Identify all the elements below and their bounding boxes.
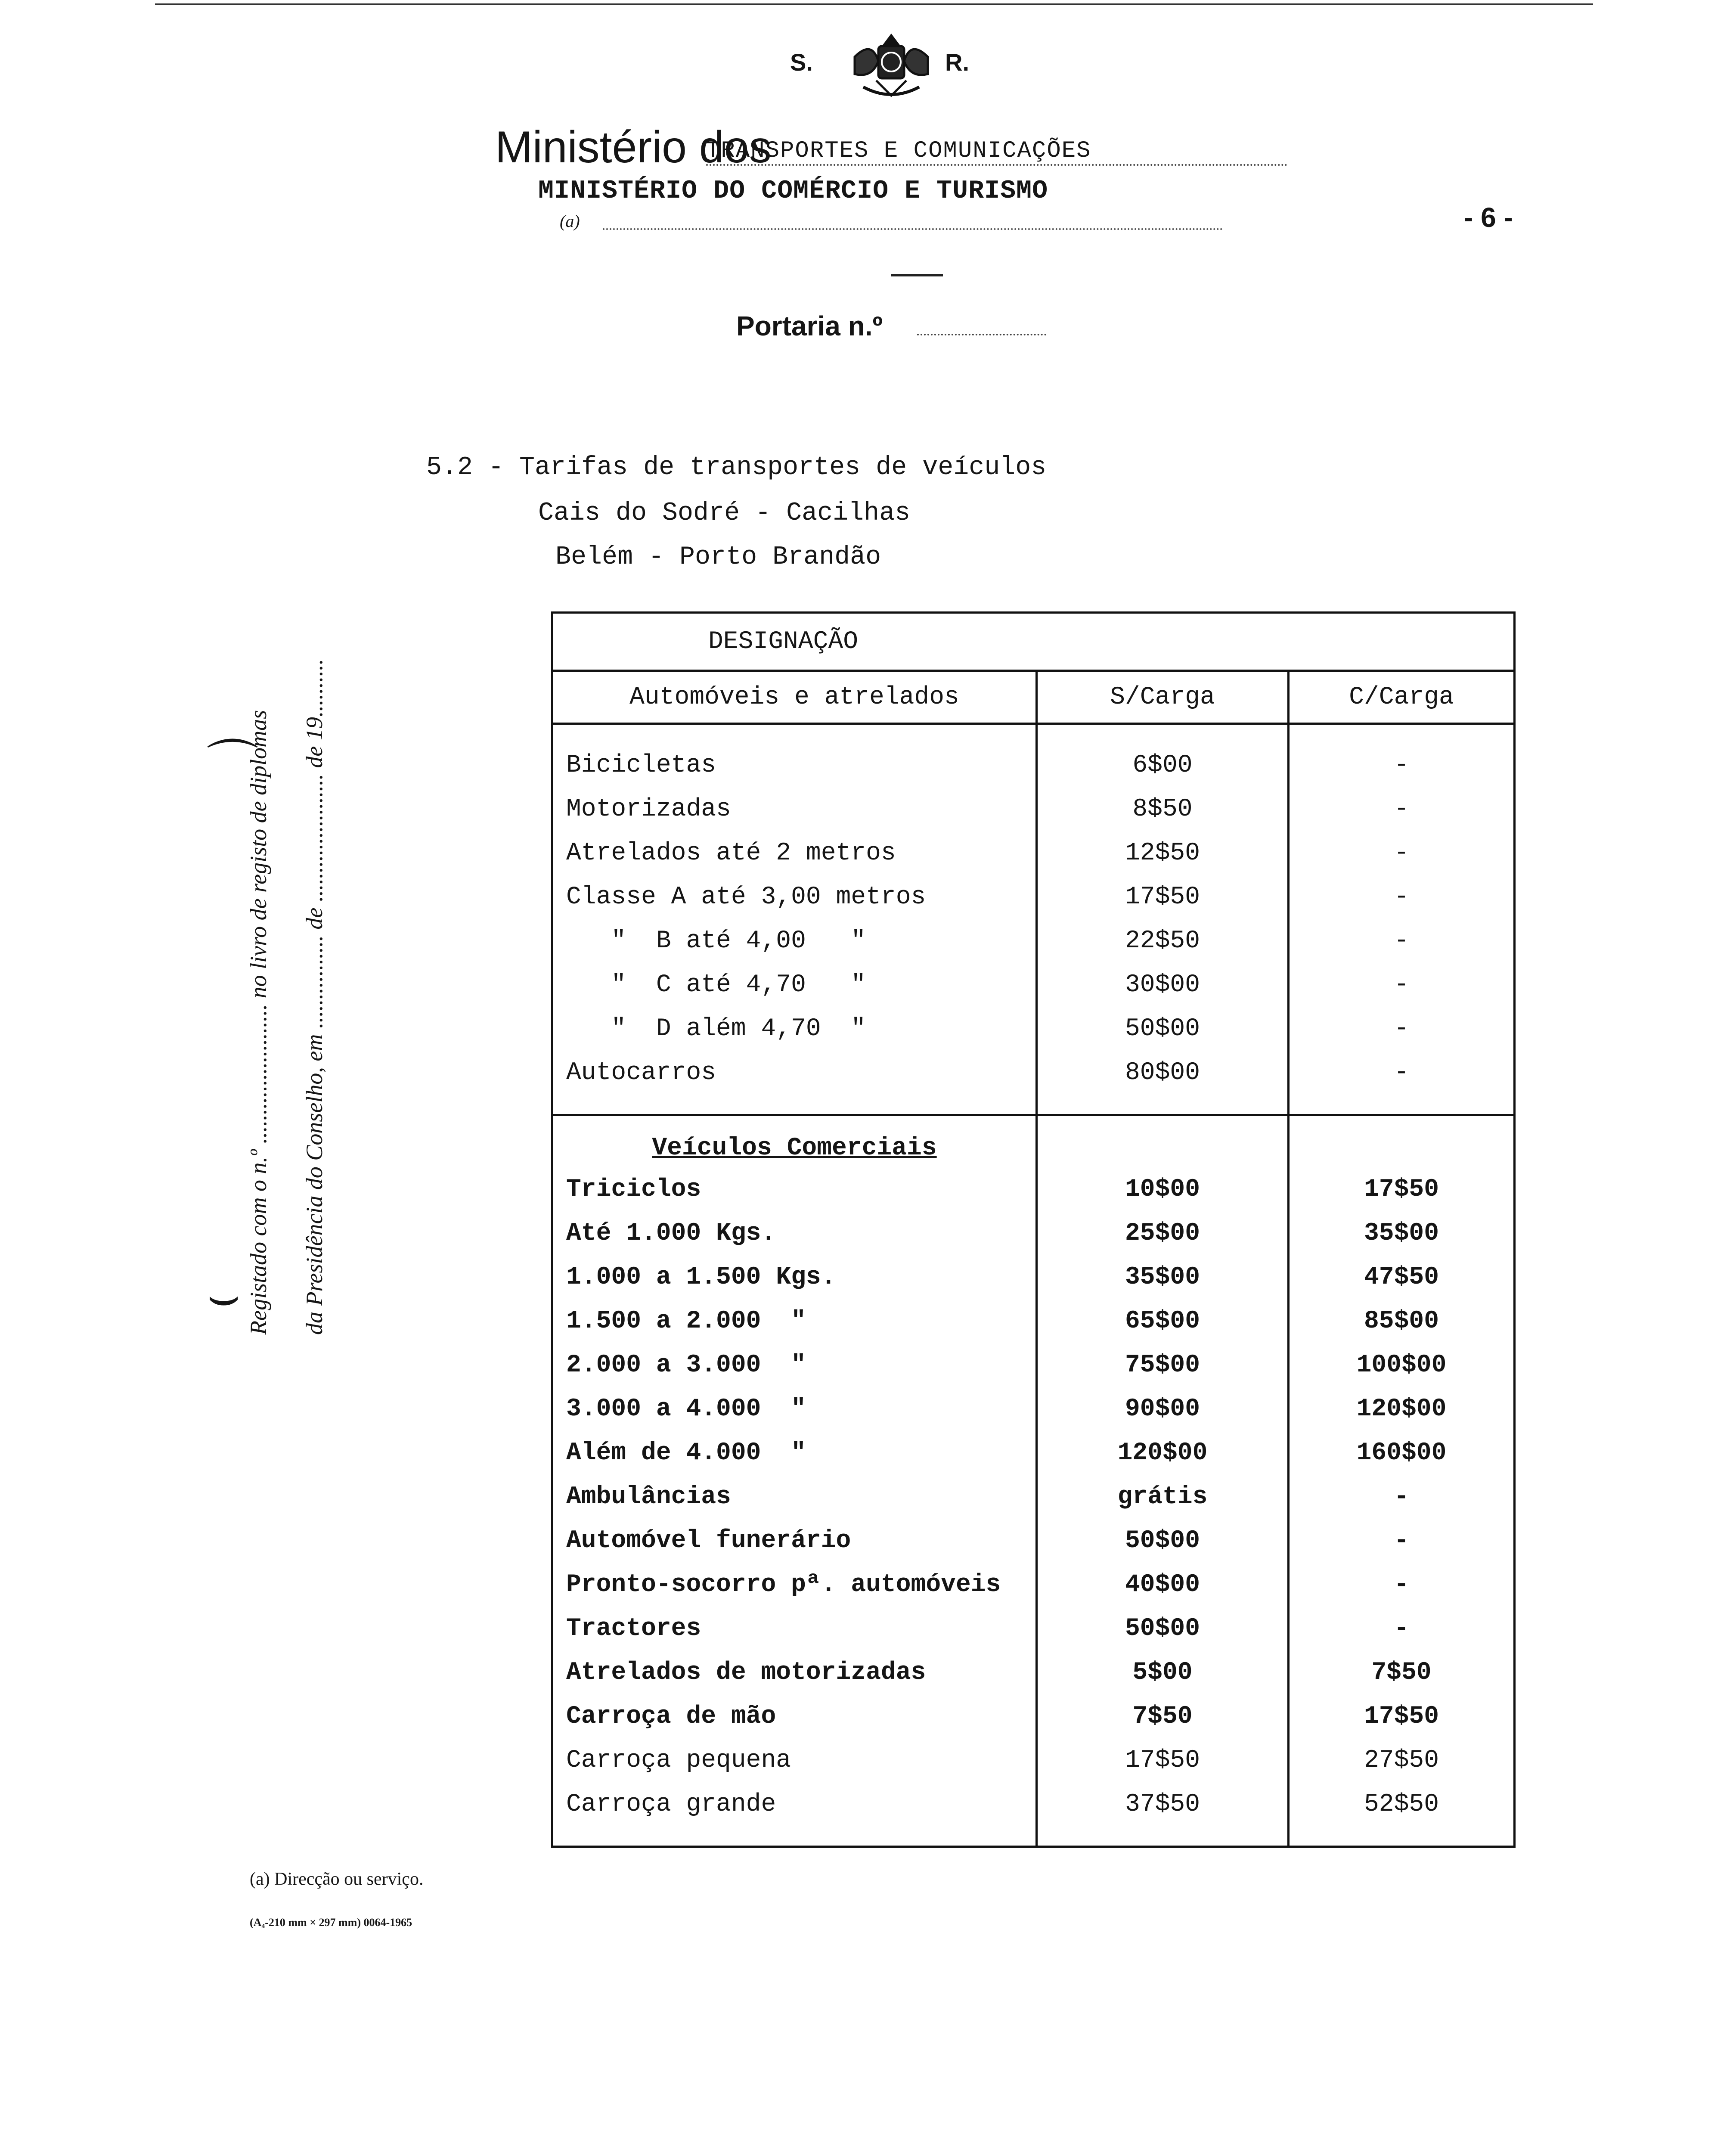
table-cell: Autocarros bbox=[566, 1059, 716, 1087]
table-cell: Tractores bbox=[566, 1615, 701, 1643]
table-cell: 80$00 bbox=[1125, 1059, 1200, 1087]
table-cell: 22$50 bbox=[1125, 927, 1200, 955]
route-cais-sodre-cacilhas: Cais do Sodré - Cacilhas bbox=[538, 499, 911, 528]
automoveis-with-load bbox=[1289, 724, 1515, 1115]
header-without-load: S/Carga bbox=[1037, 671, 1289, 724]
table-cell: Triciclos bbox=[566, 1176, 701, 1204]
table-cell: - bbox=[1394, 751, 1409, 779]
table-cell: - bbox=[1394, 839, 1409, 867]
table-title: DESIGNAÇÃO bbox=[552, 613, 1515, 671]
table-cell: 160$00 bbox=[1356, 1439, 1447, 1467]
margin-council-note: da Presidência do Conselho, em ................ de ...................... de 19.......... bbox=[301, 659, 327, 1335]
table-cell: - bbox=[1394, 1059, 1409, 1087]
automoveis-names bbox=[552, 724, 1037, 1115]
margin-bracket-top: ⌒ bbox=[207, 735, 258, 795]
table-cell: 7$50 bbox=[1371, 1659, 1432, 1687]
header-with-load: C/Carga bbox=[1289, 671, 1515, 724]
table-cell: 1.500 a 2.000 " bbox=[566, 1307, 806, 1335]
table-cell: Carroça pequena bbox=[566, 1747, 791, 1775]
table-cell: Motorizadas bbox=[566, 795, 731, 823]
table-cell: - bbox=[1394, 1527, 1409, 1555]
table-cell: Carroça grande bbox=[566, 1790, 776, 1818]
table-cell: 50$00 bbox=[1125, 1527, 1200, 1555]
ministry-name-fill: TRANSPORTES E COMUNICAÇÕES bbox=[706, 138, 1287, 166]
table-cell: 35$00 bbox=[1364, 1219, 1439, 1247]
ministry-prefix: Ministério dos bbox=[495, 122, 772, 172]
table-cell: grátis bbox=[1117, 1483, 1208, 1511]
table-cell: 40$00 bbox=[1125, 1571, 1200, 1599]
table-cell: 17$50 bbox=[1125, 1747, 1200, 1775]
top-border-rule bbox=[155, 3, 1593, 5]
table-header-row bbox=[552, 671, 1515, 724]
section-automoveis bbox=[552, 724, 1515, 1115]
comerciais-with-load bbox=[1289, 1115, 1515, 1847]
margin-registration-note: Registado com o n.º ........................ no livro de registo de diplomas bbox=[245, 710, 271, 1335]
table-cell: 90$00 bbox=[1125, 1395, 1200, 1423]
table-cell: 7$50 bbox=[1132, 1703, 1193, 1731]
coat-of-arms-icon bbox=[846, 31, 936, 104]
table-cell: 47$50 bbox=[1364, 1263, 1439, 1291]
table-cell: Bicicletas bbox=[566, 751, 716, 779]
table-cell: 6$00 bbox=[1132, 751, 1193, 779]
table-cell: 3.000 a 4.000 " bbox=[566, 1395, 806, 1423]
service-blank-line bbox=[603, 228, 1223, 230]
table-cell: 52$50 bbox=[1364, 1790, 1439, 1818]
header-sr-right: R. bbox=[945, 49, 969, 76]
portaria-number-blank bbox=[917, 334, 1046, 335]
table-cell: - bbox=[1394, 1483, 1409, 1511]
section-title: 5.2 - Tarifas de transportes de veículos bbox=[426, 453, 1047, 482]
table-cell: 120$00 bbox=[1356, 1395, 1447, 1423]
table-cell: 2.000 a 3.000 " bbox=[566, 1351, 806, 1379]
margin-bracket-bottom: ⌣ bbox=[207, 1266, 241, 1326]
ministry-second-line: MINISTÉRIO DO COMÉRCIO E TURISMO bbox=[538, 177, 1048, 206]
section-veiculos-comerciais-title: Veículos Comerciais bbox=[652, 1134, 937, 1162]
table-cell: " D além 4,70 " bbox=[566, 1015, 866, 1043]
table-cell: - bbox=[1394, 927, 1409, 955]
table-cell: 5$00 bbox=[1132, 1659, 1193, 1687]
header-sr-left: S. bbox=[790, 49, 813, 76]
table-cell: 27$50 bbox=[1364, 1747, 1439, 1775]
table-cell: Atrelados de motorizadas bbox=[566, 1659, 926, 1687]
table-cell: 85$00 bbox=[1364, 1307, 1439, 1335]
table-cell: 25$00 bbox=[1125, 1219, 1200, 1247]
table-cell: 35$00 bbox=[1125, 1263, 1200, 1291]
table-cell: Classe A até 3,00 metros bbox=[566, 883, 926, 911]
table-cell: 50$00 bbox=[1125, 1615, 1200, 1643]
table-cell: - bbox=[1394, 1615, 1409, 1643]
table-cell: Carroça de mão bbox=[566, 1703, 776, 1731]
form-code: (A₄-210 mm × 297 mm) 0064-1965 bbox=[250, 1916, 412, 1929]
table-cell: 12$50 bbox=[1125, 839, 1200, 867]
portaria-label: Portaria n.º bbox=[736, 310, 883, 341]
table-cell: 75$00 bbox=[1125, 1351, 1200, 1379]
table-cell: 1.000 a 1.500 Kgs. bbox=[566, 1263, 836, 1291]
footnote-marker: (a) bbox=[560, 211, 580, 231]
table-title-row bbox=[552, 613, 1515, 671]
table-cell: 8$50 bbox=[1132, 795, 1193, 823]
page-number: - 6 - bbox=[1464, 202, 1513, 233]
table-cell: Automóvel funerário bbox=[566, 1527, 851, 1555]
table-cell: - bbox=[1394, 971, 1409, 999]
comerciais-without-load bbox=[1037, 1115, 1289, 1847]
table-cell: - bbox=[1394, 883, 1409, 911]
route-belem-porto-brandao: Belém - Porto Brandão bbox=[555, 543, 881, 572]
automoveis-without-load bbox=[1037, 724, 1289, 1115]
table-cell: " C até 4,70 " bbox=[566, 971, 866, 999]
table-cell: 10$00 bbox=[1125, 1176, 1200, 1204]
table-cell: - bbox=[1394, 795, 1409, 823]
fare-table bbox=[551, 611, 1516, 1848]
table-cell: - bbox=[1394, 1571, 1409, 1599]
table-cell: 17$50 bbox=[1364, 1176, 1439, 1204]
table-cell: Além de 4.000 " bbox=[566, 1439, 806, 1467]
table-cell: 50$00 bbox=[1125, 1015, 1200, 1043]
table-cell: 17$50 bbox=[1125, 883, 1200, 911]
header-divider bbox=[891, 274, 943, 276]
table-cell: - bbox=[1394, 1015, 1409, 1043]
table-cell: 100$00 bbox=[1356, 1351, 1447, 1379]
table-cell: 120$00 bbox=[1117, 1439, 1208, 1467]
table-cell: 37$50 bbox=[1125, 1790, 1200, 1818]
table-cell: Pronto-socorro pª. automóveis bbox=[566, 1571, 1001, 1599]
table-cell: 30$00 bbox=[1125, 971, 1200, 999]
table-cell: " B até 4,00 " bbox=[566, 927, 866, 955]
table-cell: 17$50 bbox=[1364, 1703, 1439, 1731]
table-cell: Ambulâncias bbox=[566, 1483, 731, 1511]
table-cell: Atrelados até 2 metros bbox=[566, 839, 896, 867]
comerciais-names bbox=[552, 1115, 1037, 1847]
section-veiculos-comerciais bbox=[552, 1115, 1515, 1847]
table-cell: Até 1.000 Kgs. bbox=[566, 1219, 776, 1247]
header-vehicle-type: Automóveis e atrelados bbox=[552, 671, 1037, 724]
footnote-text: (a) Direcção ou serviço. bbox=[250, 1869, 424, 1889]
table-cell: 65$00 bbox=[1125, 1307, 1200, 1335]
